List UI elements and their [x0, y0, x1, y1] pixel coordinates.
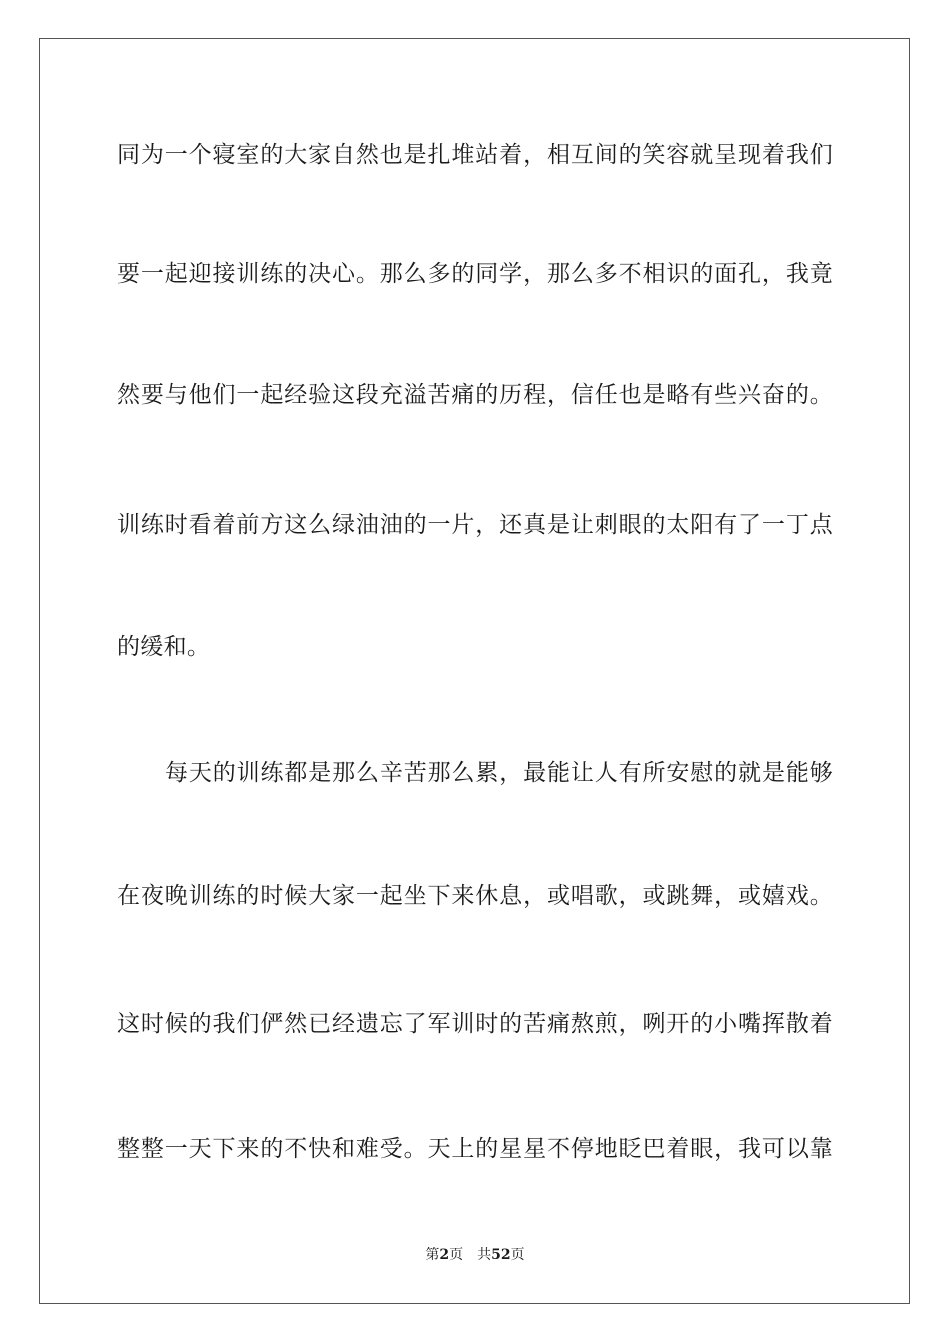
total-prefix: 共	[477, 1247, 492, 1263]
text-line-7: 在夜晚训练的时候大家一起坐下来休息，或唱歌，或跳舞，或嬉戏。	[117, 883, 833, 909]
text-line-1: 同为一个寝室的大家自然也是扎堆站着，相互间的笑容就呈现着我们	[117, 142, 833, 168]
page-border	[39, 38, 910, 1304]
text-line-3: 然要与他们一起经验这段充溢苦痛的历程，信任也是略有些兴奋的。	[117, 382, 833, 408]
page-footer	[0, 1245, 950, 1265]
total-suffix: 页	[510, 1247, 525, 1263]
text-line-8: 这时候的我们俨然已经遗忘了军训时的苦痛熬煎，咧开的小嘴挥散着	[117, 1011, 833, 1037]
text-line-5: 的缓和。	[117, 634, 211, 660]
total-pages: 52	[491, 1247, 511, 1263]
page-prefix: 第	[425, 1247, 440, 1263]
page-suffix: 页	[449, 1247, 464, 1263]
page-number: 2	[439, 1247, 450, 1263]
text-line-2: 要一起迎接训练的决心。那么多的同学，那么多不相识的面孔，我竟	[117, 261, 833, 287]
text-line-4: 训练时看着前方这么绿油油的一片，还真是让刺眼的太阳有了一丁点	[117, 512, 833, 538]
text-line-6-paragraph-start: 每天的训练都是那么辛苦那么累，最能让人有所安慰的就是能够	[165, 760, 833, 786]
text-line-9: 整整一天下来的不快和难受。天上的星星不停地眨巴着眼，我可以靠	[117, 1136, 833, 1162]
